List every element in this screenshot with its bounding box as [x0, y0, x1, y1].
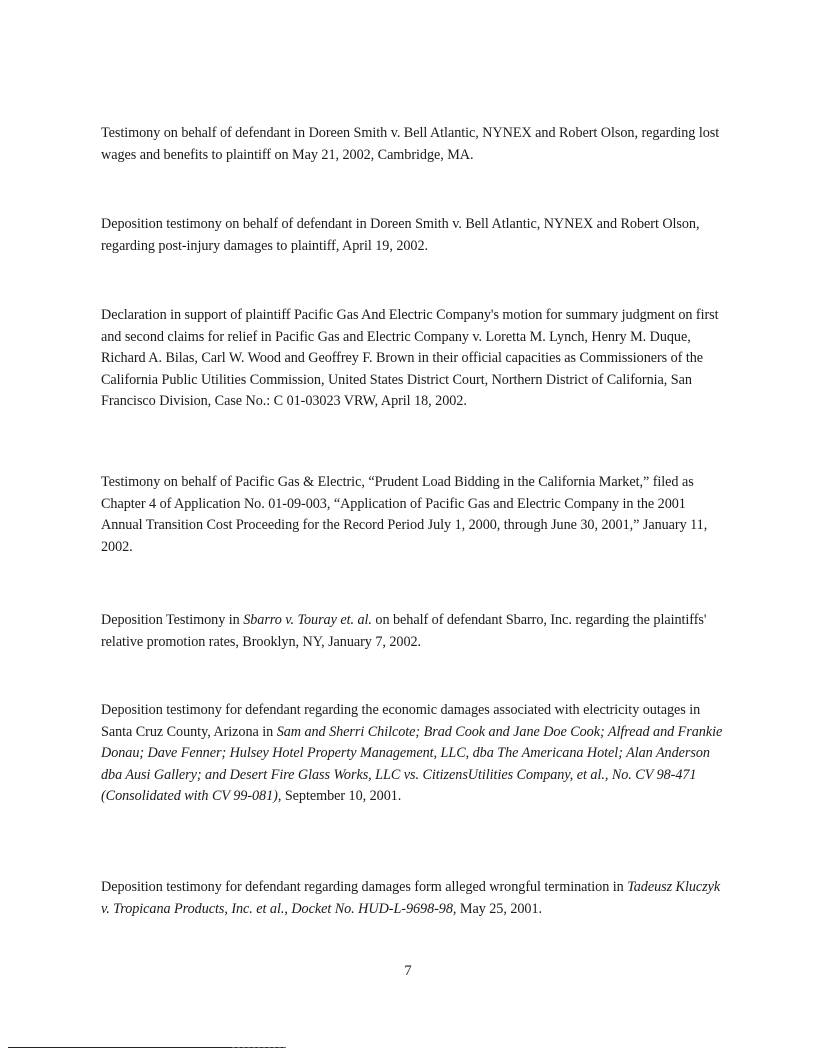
testimony-entry-1: Testimony on behalf of defendant in Doreen Smith v. Bell Atlantic, NYNEX and Robert Olson, regarding lost wages and benefits to plaintiff on May 21, 2002, Cambridge, MA. — [101, 125, 720, 163]
testimony-entry-7: Deposition testimony for defendant regarding damages form alleged wrongful termination in Tadeusz Kluczyk v. Tropicana Products, Inc. et al., Docket No. HUD-L-9698-98, May 25, 2001. — [101, 879, 721, 917]
testimony-entry-3: Declaration in support of plaintiff Pacific Gas And Electric Company's motion for summary judgment on first and second claims for relief in Pacific Gas and Electric Company v. Loretta M. Lynch, Henry M. Duque, Richard A. Bilas, Carl W. Wood and Geoffrey F. Brown in their official capacities as Commissioners of the California Public Utilities Commission, United States District Court, Northern District of California, San Francisco Division, Case No.: C 01-03023 VRW, April 18, 2002. — [101, 307, 719, 410]
testimony-entry-6: Deposition testimony for defendant regarding the economic damages associated with electricity outages in Santa Cruz County, Arizona in Sam and Sherri Chilcote; Brad Cook and Jane Doe Cook; Alfread and Frankie Donau; Dave Fenner; Hulsey Hotel Property Management, LLC, dba The Americana Hotel; Alan Anderson dba Ausi Gallery; and Desert Fire Glass Works, LLC vs. CitizensUtilities Company, et al., No. CV 98-471 (Consolidated with CV 99-081), September 10, 2001. — [101, 702, 723, 805]
page-number: 7 — [404, 963, 412, 979]
testimony-entry-4: Testimony on behalf of Pacific Gas & Electric, “Prudent Load Bidding in the California Market,” filed as Chapter 4 of Application No. 01-09-003, “Application of Pacific Gas and Electric Company in the 2001 Annual Transition Cost Proceeding for the Record Period July 1, 2000, through June 30, 2001,” January 11, 2002. — [101, 474, 708, 555]
testimony-entry-5: Deposition Testimony in Sbarro v. Touray et. al. on behalf of defendant Sbarro, Inc. regarding the plaintiffs' relative promotion rates, Brooklyn, NY, January 7, 2002. — [101, 612, 707, 650]
footer-rule-tail — [232, 1047, 286, 1048]
testimony-entry-2: Deposition testimony on behalf of defendant in Doreen Smith v. Bell Atlantic, NYNEX and Robert Olson, regarding post-injury damages to plaintiff, April 19, 2002. — [101, 216, 700, 254]
